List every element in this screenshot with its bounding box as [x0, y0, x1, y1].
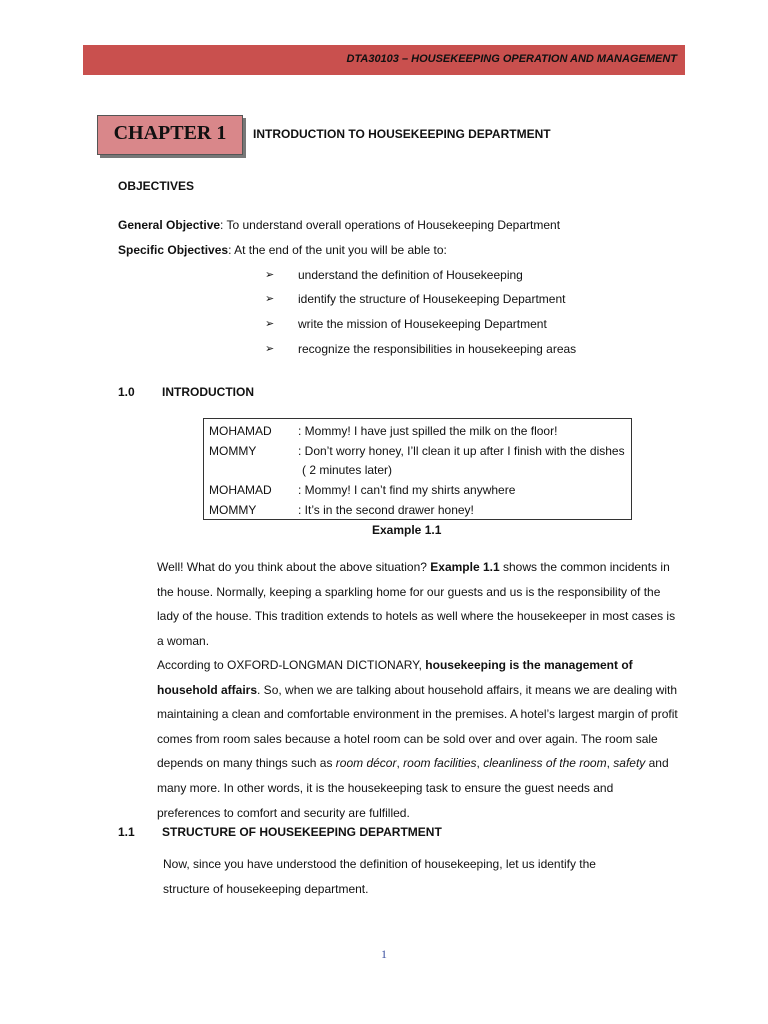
section-number: 1.1 — [118, 825, 135, 839]
course-title: DTA30103 – HOUSEKEEPING OPERATION AND MANAGEMENT — [346, 53, 677, 65]
specific-objectives-label: Specific Objectives — [118, 243, 229, 257]
arrow-bullet-icon: ➢ — [265, 343, 275, 355]
paragraph: According to OXFORD-LONGMAN DICTIONARY, housekeeping is the management of household affairs. So, when we are talking about household affairs, it means we are dealing with maintaining a clean and comfortable environment in the premises. A hotel’s largest margin of profit comes from room sales because a hotel room can be sold over and over again. The room sale depends on many things such as room décor, room facilities, cleanliness of the room, safety and many more. In other words, it is the housekeeping task to ensure the guest needs and preferences to comfort and security are fulfilled. — [157, 658, 678, 820]
objective-item: understand the definition of Housekeeping — [298, 268, 523, 282]
section-title: INTRODUCTION — [162, 385, 254, 399]
dialog-text: : Mommy! I have just spilled the milk on the floor! — [298, 424, 558, 438]
objective-item: recognize the responsibilities in housekeeping areas — [298, 342, 577, 356]
dialog-text: ( 2 minutes later) — [302, 463, 393, 477]
paragraph: Now, since you have understood the definition of housekeeping, let us identify the structure of housekeeping department. — [163, 857, 596, 896]
chapter-label: CHAPTER 1 — [113, 122, 227, 144]
page-number: 1 — [381, 947, 387, 961]
arrow-bullet-icon: ➢ — [265, 318, 275, 330]
arrow-bullet-icon: ➢ — [265, 293, 275, 305]
general-objective-text: : To understand overall operations of Housekeeping Department — [220, 218, 561, 232]
dialog-text: : Mommy! I can’t find my shirts anywhere — [298, 483, 516, 497]
chapter-title: INTRODUCTION TO HOUSEKEEPING DEPARTMENT — [253, 127, 551, 141]
dialog-text: : Don’t worry honey, I’ll clean it up after I finish with the dishes — [298, 444, 625, 458]
dialog-speaker: MOHAMAD — [209, 424, 272, 438]
objectives-heading: OBJECTIVES — [118, 179, 195, 193]
section-title: STRUCTURE OF HOUSEKEEPING DEPARTMENT — [162, 825, 442, 839]
dialog-box — [203, 418, 632, 520]
arrow-bullet-icon: ➢ — [265, 269, 275, 281]
chapter-label-box — [97, 115, 243, 155]
objective-item: write the mission of Housekeeping Department — [298, 317, 547, 331]
dialog-speaker: MOMMY — [209, 444, 257, 458]
header-bar — [83, 45, 685, 75]
specific-objectives — [118, 243, 447, 257]
dialog-text: : It’s in the second drawer honey! — [298, 503, 474, 517]
objective-item: identify the structure of Housekeeping Department — [298, 292, 566, 306]
example-caption: Example 1.1 — [372, 523, 442, 537]
dialog-speaker: MOHAMAD — [209, 483, 272, 497]
dialog-speaker: MOMMY — [209, 503, 257, 517]
general-objective — [118, 218, 560, 232]
general-objective-label: General Objective — [118, 218, 221, 232]
paragraph: Well! What do you think about the above situation? Example 1.1 shows the common incidents in the house. Normally, keeping a sparkling home for our guests and us is the responsibility of the lady of the house. This tradition extends to hotels as well where the housekeeper in most cases is a woman. — [157, 560, 676, 648]
specific-objectives-text: : At the end of the unit you will be able to: — [228, 243, 447, 257]
section-number: 1.0 — [118, 385, 135, 399]
